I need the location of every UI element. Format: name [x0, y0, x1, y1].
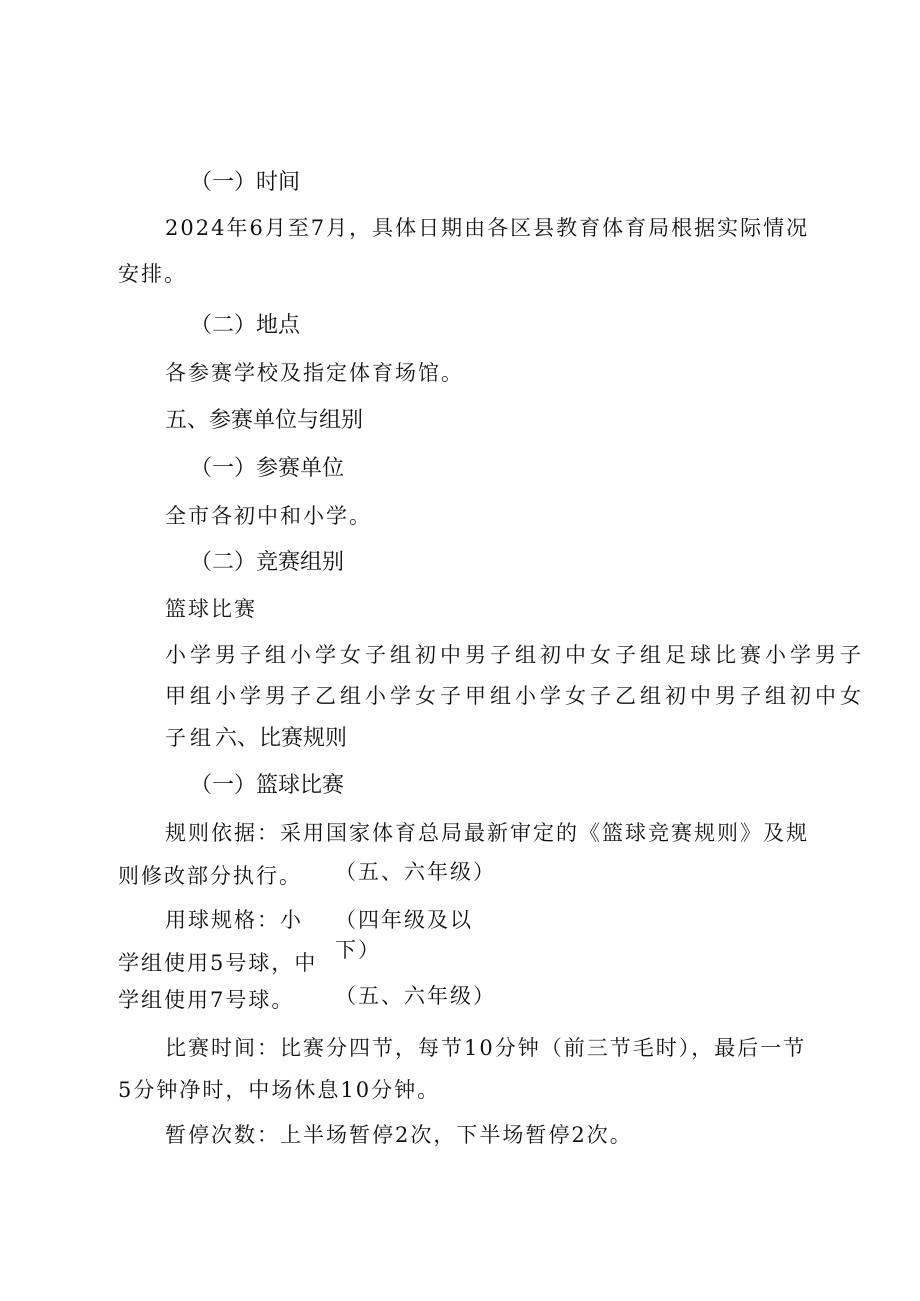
time-text-line1: 2024年6月至7月，具体日期由各区县教育体育局根据实际情况 — [165, 216, 810, 240]
units-heading: （一）参赛单位 — [190, 456, 345, 481]
timeout-text: 暂停次数：上半场暂停2次，下半场暂停2次。 — [165, 1123, 633, 1147]
part5-heading: 五、参赛单位与组别 — [165, 408, 364, 433]
part6-heading: 六、比赛规则 — [215, 726, 348, 751]
ball-spec-line3: 学组使用7号球。 — [118, 988, 295, 1012]
match-time-line1: 比赛时间：比赛分四节，每节10分钟（前三节毛时），最后一节 — [165, 1036, 807, 1060]
units-text: 全市各初中和小学。 — [165, 504, 372, 528]
match-time-line2: 5分钟净时，中场休息10分钟。 — [118, 1078, 441, 1102]
place-heading: （二）地点 — [190, 313, 301, 338]
groups-text-line1: 小学男子组小学女子组初中男子组初中女子组足球比赛小学男子 — [165, 643, 865, 667]
place-text: 各参赛学校及指定体育场馆。 — [165, 361, 464, 385]
time-text-line2: 安排。 — [118, 262, 187, 286]
time-heading: （一）时间 — [190, 170, 301, 195]
groups-text-line2: 甲组小学男子乙组小学女子甲组小学女子乙组初中男子组初中女 — [165, 684, 865, 708]
basketball-heading: （一）篮球比赛 — [190, 773, 345, 798]
rules-basis-line1: 规则依据：采用国家体育总局最新审定的《篮球竞赛规则》及规 — [165, 821, 809, 845]
rules-basis-line2: 则修改部分执行。 — [118, 864, 302, 888]
grade-note-4-line1: （四年级及以 — [335, 908, 473, 932]
groups-heading: （二）竞赛组别 — [190, 550, 345, 575]
groups-text-line3 — [165, 728, 347, 750]
groups-text-line3-prefix: 子组 — [165, 726, 215, 750]
grade-note-5-6-a: （五、六年级） — [335, 860, 496, 884]
ball-spec-line1: 用球规格：小 — [165, 908, 303, 932]
ball-spec-line2: 学组使用5号球，中 — [118, 951, 318, 975]
grade-note-4-line2: 下） — [335, 938, 381, 962]
grade-note-5-6-b: （五、六年级） — [335, 984, 496, 1008]
basketball-label: 篮球比赛 — [165, 597, 257, 621]
